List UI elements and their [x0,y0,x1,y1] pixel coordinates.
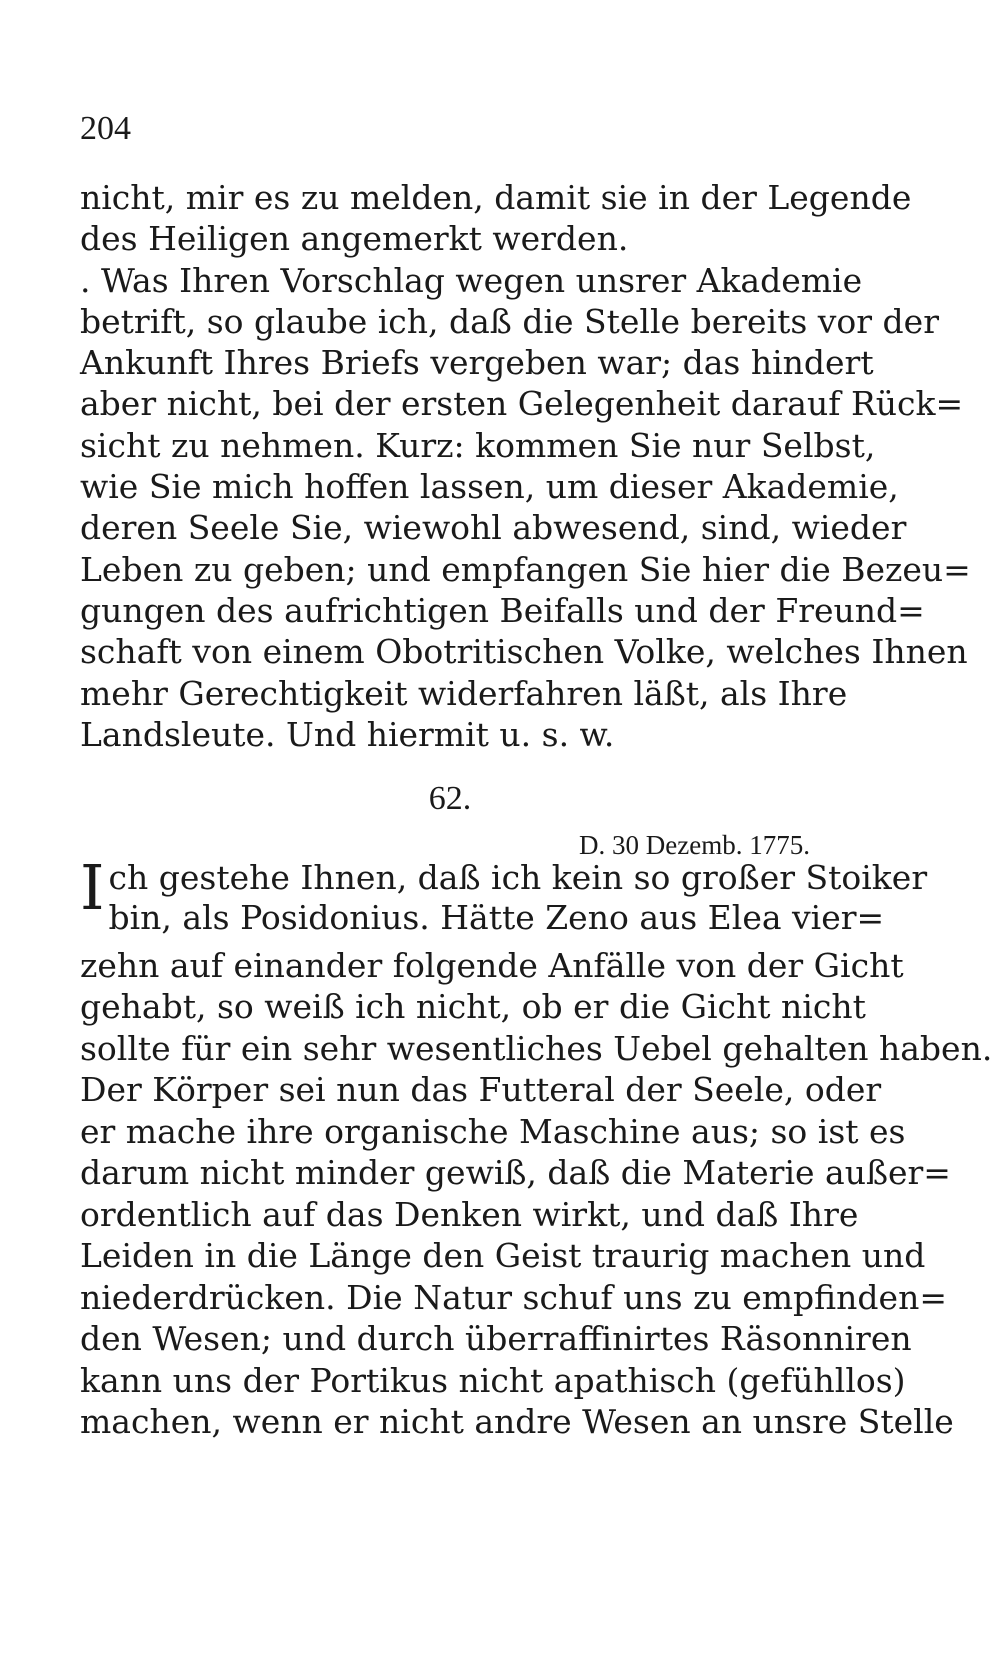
text-line: kann uns der Portikus nicht apathisch (gefühllos) [80,1361,906,1400]
text-line: er mache ihre organische Maschine aus; so ist es [80,1112,906,1151]
text-line: schaft von einem Obotritischen Volke, welches Ihnen [80,632,968,671]
text-line: Der Körper sei nun das Futteral der Seele, oder [80,1070,882,1109]
text-line: mehr Gerechtigkeit widerfahren läßt, als Ihre [80,674,848,713]
text-line: deren Seele Sie, wiewohl abwesend, sind, wieder [80,508,907,547]
text-line: nicht, mir es zu melden, damit sie in der Legende [80,178,912,217]
text-line: gehabt, so weiß ich nicht, ob er die Gicht nicht [80,987,866,1026]
text-line: betrift, so glaube ich, daß die Stelle bereits vor der [80,302,939,341]
text-line: Leben zu geben; und empfangen Sie hier die Bezeu= [80,550,971,589]
text-line: des Heiligen angemerkt werden. [80,219,629,258]
text-line: gungen des aufrichtigen Beifalls und der Freund= [80,591,925,630]
text-line: bin, als Posidonius. Hätte Zeno aus Elea vier= [108,898,885,937]
text-line: . Was Ihren Vorschlag wegen unsrer Akademie [80,261,863,300]
text-line: wie Sie mich hoffen lassen, um dieser Akademie, [80,467,899,506]
letter-number: 62. [428,780,472,817]
text-line: darum nicht minder gewiß, daß die Materie außer= [80,1153,951,1192]
text-line: Leiden in die Länge den Geist traurig machen und [80,1236,926,1275]
text-line: Landsleute. Und hiermit u. s. w. [80,715,615,754]
text-line: niederdrücken. Die Natur schuf uns zu empfinden= [80,1278,947,1317]
drop-cap: I [80,851,105,924]
text-line: den Wesen; und durch überraffinirtes Räsonniren [80,1319,912,1358]
text-line: zehn auf einander folgende Anfälle von der Gicht [80,946,904,985]
text-line: sicht zu nehmen. Kurz: kommen Sie nur Selbst, [80,426,876,465]
page-number: 204 [80,110,131,147]
letter-date: D. 30 Dezemb. 1775. [579,830,810,860]
text-line: machen, wenn er nicht andre Wesen an unsre Stelle [80,1402,954,1441]
text-line: ch gestehe Ihnen, daß ich kein so großer Stoiker [108,858,928,897]
text-line: sollte für ein sehr wesentliches Uebel gehalten haben. [80,1029,992,1068]
letter-opening [80,851,928,938]
text-line: Ankunft Ihres Briefs vergeben war; das hindert [80,343,874,382]
text-line: ordentlich auf das Denken wirkt, und daß Ihre [80,1195,859,1234]
text-line: aber nicht, bei der ersten Gelegenheit darauf Rück= [80,384,964,423]
